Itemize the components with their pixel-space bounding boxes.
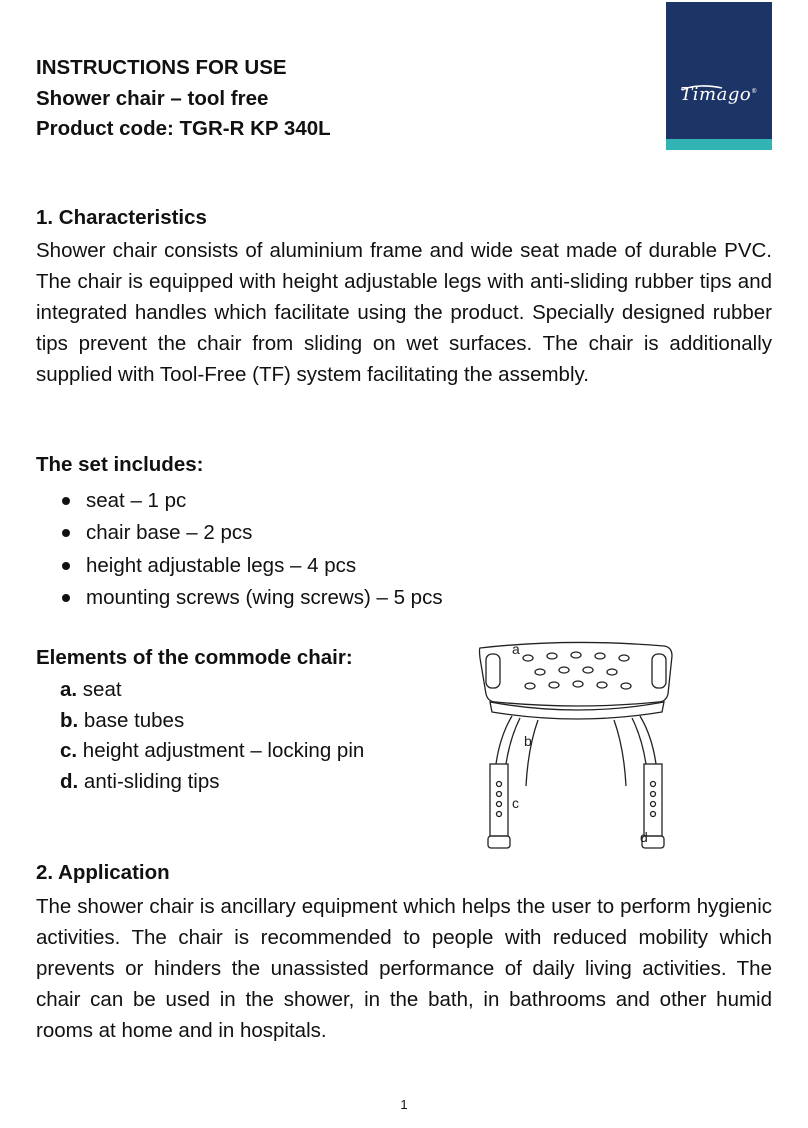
set-item-text: height adjustable legs – 4 pcs — [86, 553, 357, 577]
label-d: d — [640, 829, 648, 845]
label-b: b — [524, 733, 532, 749]
set-item-text: mounting screws (wing screws) – 5 pcs — [86, 585, 443, 609]
element-text: base tubes — [78, 708, 185, 732]
document-header — [36, 53, 331, 145]
element-letter: b. — [60, 708, 79, 732]
logo-trademark: ® — [751, 88, 758, 95]
logo-brand-text: Timago — [680, 84, 752, 105]
logo-stripe — [666, 139, 772, 150]
list-item — [60, 485, 443, 517]
set-item-text: chair base – 2 pcs — [86, 521, 253, 545]
bullet-icon — [62, 529, 70, 537]
label-c: c — [512, 795, 519, 811]
elements-title: Elements of the commode chair: — [36, 646, 353, 669]
list-item — [60, 517, 443, 549]
element-letter: d. — [60, 769, 79, 793]
set-item-text: seat – 1 pc — [86, 489, 187, 512]
element-letter: c. — [60, 739, 78, 762]
section-2-paragraph: The shower chair is ancillary equipment which helps the user to perform hygienic activities. The chair is recommended to people with reduced mobility which prevents or hinders the unassisted performance of daily living activities. The chair can be used in the shower, in the bath, in bathrooms and other humid rooms at home and in hospitals. — [36, 895, 772, 1042]
section-1-title: 1. Characteristics — [36, 206, 207, 229]
list-item — [60, 550, 443, 582]
set-includes-title: The set includes: — [36, 453, 204, 476]
element-text: anti-sliding tips — [78, 769, 220, 793]
element-text: seat — [77, 678, 122, 701]
set-items-list — [60, 485, 443, 614]
element-text: height adjustment – locking pin — [77, 739, 365, 762]
shower-chair-illustration — [468, 636, 700, 858]
list-item — [60, 736, 364, 767]
brand-logo — [666, 2, 772, 150]
page-number: 1 — [400, 1097, 408, 1112]
element-letter: a. — [60, 678, 78, 701]
list-item — [60, 582, 443, 614]
logo-wordmark — [666, 84, 772, 105]
bullet-icon — [62, 497, 70, 505]
elements-list — [60, 675, 364, 797]
bullet-icon — [62, 594, 70, 602]
label-a: a — [512, 641, 520, 657]
product-name: Shower chair – tool free — [36, 86, 269, 110]
product-code: Product code: TGR-R KP 340L — [36, 117, 331, 140]
list-item — [60, 767, 364, 798]
list-item — [60, 675, 364, 706]
bullet-icon — [62, 562, 70, 570]
section-2-title: 2. Application — [36, 861, 170, 884]
doc-title: INSTRUCTIONS FOR USE — [36, 56, 287, 79]
section-1-paragraph: Shower chair consists of aluminium frame and wide seat made of durable PVC. The chair is equipped with height adjustable legs with anti-sliding rubber tips and integrated handles which facilitate using the product. Specially designed rubber tips prevent the chair from sliding on wet surfaces. The chair is additionally supplied with Tool-Free (TF) system facilitating the assembly. — [36, 239, 772, 386]
list-item — [60, 706, 364, 737]
